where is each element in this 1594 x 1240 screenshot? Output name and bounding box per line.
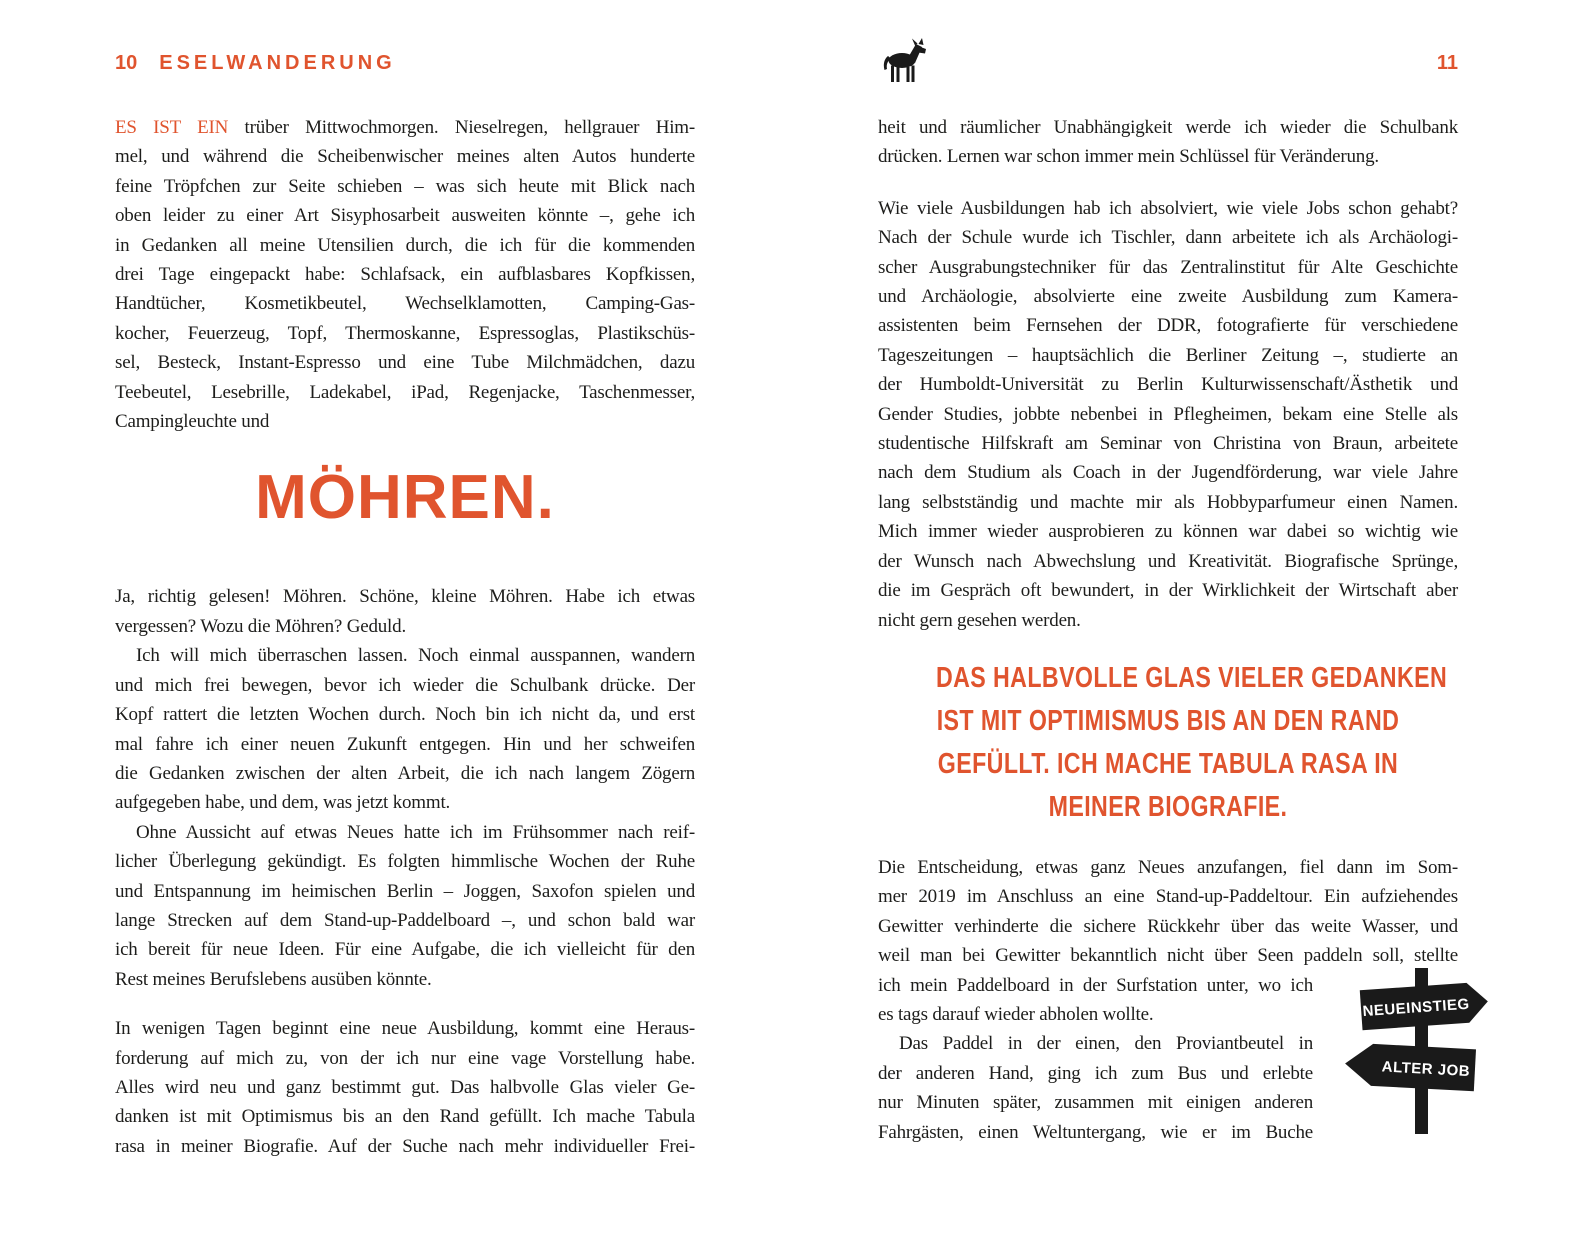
text-line: in Gedanken all meine Utensilien durch, die ich für die kommenden bbox=[115, 234, 695, 256]
text-line: In wenigen Tagen beginnt eine neue Ausbildung, kommt eine Heraus- bbox=[115, 1018, 695, 1040]
text-line: danken ist mit Optimismus bis an den Rand gefüllt. Ich mache Tabula bbox=[115, 1106, 695, 1128]
text-line: DAS HALBVOLLE GLAS VIELER GEDANKEN bbox=[936, 661, 1448, 694]
text-line: Tageszeitungen – hauptsächlich die Berliner Zeitung –, studierte an bbox=[878, 344, 1458, 366]
text-line: lange Strecken auf dem Stand-up-Paddelboard –, und schon bald war bbox=[115, 909, 695, 931]
signpost-graphic bbox=[1342, 968, 1494, 1134]
paragraph bbox=[878, 113, 1458, 172]
text-line: Handtücher, Kosmetikbeutel, Wechselklamotten, Camping-Gas- bbox=[115, 293, 695, 315]
text-line: Die Entscheidung, etwas ganz Neues anzufangen, fiel dann im Som- bbox=[878, 856, 1458, 878]
intro-paragraph-lines bbox=[115, 142, 695, 436]
text-line: Gender Studies, jobbte nebenbei in Pflegheimen, bekam eine Stelle als bbox=[878, 403, 1458, 425]
paragraph bbox=[878, 194, 1458, 635]
signpost-bottom-label: ALTER JOB bbox=[1381, 1058, 1471, 1081]
text-line: feine Tröpfchen zur Seite schieben – was sich heute mit Blick nach bbox=[115, 175, 695, 197]
text-line: nach dem Studium als Coach in der Jugendförderung, war viele Jahre bbox=[878, 462, 1458, 484]
text-line: lang selbstständig und machte mir als Hobbyparfumeur einen Namen. bbox=[878, 491, 1458, 513]
text-line bbox=[115, 113, 695, 142]
running-header-title: ESELWANDERUNG bbox=[159, 52, 396, 74]
text-line: Ohne Aussicht auf etwas Neues hatte ich im Frühsommer nach reif- bbox=[136, 821, 695, 843]
text-line: nur Minuten später, zusammen mit einigen anderen bbox=[878, 1092, 1313, 1114]
text-line: Gewitter verhinderte die sichere Rückkehr über das weite Wasser, und bbox=[878, 915, 1458, 937]
text-line: aufgegeben habe, und dem, was jetzt kommt. bbox=[115, 792, 451, 814]
text-line: MEINER BIOGRAFIE. bbox=[1048, 790, 1288, 823]
text-line: und Archäologie, absolvierte eine zweite Ausbildung zum Kamera- bbox=[878, 286, 1458, 308]
text-line: der Wunsch nach Abwechslung und Kreativität. Biografische Sprünge, bbox=[878, 550, 1458, 572]
signpost-top-label: NEUEINSTIEG bbox=[1362, 995, 1471, 1021]
text-line: Wie viele Ausbildungen hab ich absolviert, wie viele Jobs schon gehabt? bbox=[878, 197, 1458, 219]
paragraph bbox=[115, 582, 695, 641]
chapter-heading: MÖHREN. bbox=[255, 463, 555, 533]
text-line: es tags darauf wieder abholen wollte. bbox=[878, 1003, 1154, 1025]
left-running-head bbox=[115, 52, 695, 75]
text-line: Fahrgästen, einen Weltuntergang, wie er im Buche bbox=[878, 1121, 1313, 1143]
text-line: Ich will mich überraschen lassen. Noch einmal ausspannen, wandern bbox=[136, 645, 695, 667]
text-line: Ja, richtig gelesen! Möhren. Schöne, kleine Möhren. Habe ich etwas bbox=[115, 586, 695, 608]
text-line: weil man bei Gewitter bekanntlich nicht über Seen paddeln soll, stellte bbox=[878, 945, 1458, 967]
text-line: Nach der Schule wurde ich Tischler, dann arbeitete ich als Archäologi- bbox=[878, 227, 1458, 249]
text-line: ich bereit für neue Ideen. Für eine Aufgabe, die ich vielleicht für den bbox=[115, 939, 695, 961]
signpost-top-arrow bbox=[1360, 981, 1489, 1030]
lead-in-rest: trüber Mittwochmorgen. Nieselregen, hellgrauer Him- bbox=[228, 117, 696, 138]
text-line: Teebeutel, Lesebrille, Ladekabel, iPad, Regenjacke, Taschenmesser, bbox=[115, 381, 695, 403]
left-page-number: 10 bbox=[115, 52, 138, 74]
text-line: oben leider zu einer Art Sisyphosarbeit ausweiten könnte –, gehe ich bbox=[115, 205, 695, 227]
text-line: IST MIT OPTIMISMUS BIS AN DEN RAND bbox=[936, 704, 1400, 737]
text-line: der anderen Hand, ging ich zum Bus und erlebte bbox=[878, 1062, 1313, 1084]
text-line: sel, Besteck, Instant-Espresso und eine Tube Milchmädchen, dazu bbox=[115, 352, 695, 374]
intro-paragraph bbox=[115, 113, 695, 436]
text-line: Mich immer wieder ausprobieren zu können war dabei so wichtig wie bbox=[878, 521, 1458, 543]
text-line: Alles wird neu und ganz bestimmt gut. Das halbvolle Glas vieler Ge- bbox=[115, 1076, 695, 1098]
paragraph bbox=[115, 818, 695, 994]
paragraph bbox=[115, 641, 695, 817]
text-line: drücken. Lernen war schon immer mein Schlüssel für Veränderung. bbox=[878, 146, 1379, 168]
text-line: Kopf rattert die letzten Wochen durch. Noch bin ich nicht da, und erst bbox=[115, 704, 695, 726]
text-line: kocher, Feuerzeug, Topf, Thermoskanne, Espressoglas, Plastikschüs- bbox=[115, 322, 695, 344]
text-line: GEFÜLLT. ICH MACHE TABULA RASA IN bbox=[937, 747, 1399, 780]
text-line: der Humboldt-Universität zu Berlin Kulturwissenschaft/Ästhetik und bbox=[878, 374, 1458, 396]
text-line: und mich frei bewegen, bevor ich wieder die Schulbank drücke. Der bbox=[115, 674, 695, 696]
text-line: licher Überlegung gekündigt. Es folgten himmlische Wochen der Ruhe bbox=[115, 851, 695, 873]
text-line: drei Tage eingepackt habe: Schlafsack, ein aufblasbares Kopfkissen, bbox=[115, 264, 695, 286]
paragraph bbox=[115, 1014, 695, 1161]
signpost-bottom-arrow bbox=[1344, 1043, 1476, 1092]
text-line: die Gedanken zwischen der alten Arbeit, die ich nach langem Zögern bbox=[115, 762, 695, 784]
text-line: studentische Hilfskraft am Seminar von Christina von Braun, arbeitete bbox=[878, 433, 1458, 455]
text-line: rasa in meiner Biografie. Auf der Suche nach mehr individueller Frei- bbox=[115, 1135, 695, 1157]
text-line: und Entspannung im heimischen Berlin – Joggen, Saxofon spielen und bbox=[115, 880, 695, 902]
text-line: scher Ausgrabungstechniker für das Zentralinstitut für Alte Geschichte bbox=[878, 256, 1458, 278]
text-line: nicht gern gesehen werden. bbox=[878, 609, 1081, 631]
text-line: mal fahre ich einer neuen Zukunft entgegen. Hin und her schweifen bbox=[115, 733, 695, 755]
text-line: mel, und während die Scheibenwischer meines alten Autos hunderte bbox=[115, 146, 695, 168]
text-line: heit und räumlicher Unabhängigkeit werde ich wieder die Schulbank bbox=[878, 117, 1458, 138]
text-line: forderung auf mich zu, von der ich nur eine vage Vorstellung habe. bbox=[115, 1047, 695, 1069]
right-page bbox=[797, 0, 1594, 1240]
lead-in-caps: ES IST EIN bbox=[115, 117, 229, 138]
pull-quote bbox=[878, 657, 1458, 829]
right-page-number: 11 bbox=[1436, 52, 1458, 74]
left-text-column bbox=[115, 113, 695, 1161]
text-line: vergessen? Wozu die Möhren? Geduld. bbox=[115, 615, 406, 637]
text-line: mer 2019 im Anschluss an eine Stand-up-Paddeltour. Ein aufziehendes bbox=[878, 886, 1458, 908]
text-line: die im Gespräch oft bewundert, in der Wirklichkeit der Wirtschaft aber bbox=[878, 580, 1458, 602]
text-line: assistenten beim Fernsehen der DDR, fotografierte für verschiedene bbox=[878, 315, 1458, 337]
text-line: Das Paddel in der einen, den Proviantbeutel in bbox=[899, 1033, 1313, 1055]
text-line: Rest meines Berufslebens ausüben könnte. bbox=[115, 968, 432, 990]
text-line: Campingleuchte und bbox=[115, 411, 270, 433]
text-line: ich mein Paddelboard in der Surfstation unter, wo ich bbox=[878, 974, 1313, 996]
